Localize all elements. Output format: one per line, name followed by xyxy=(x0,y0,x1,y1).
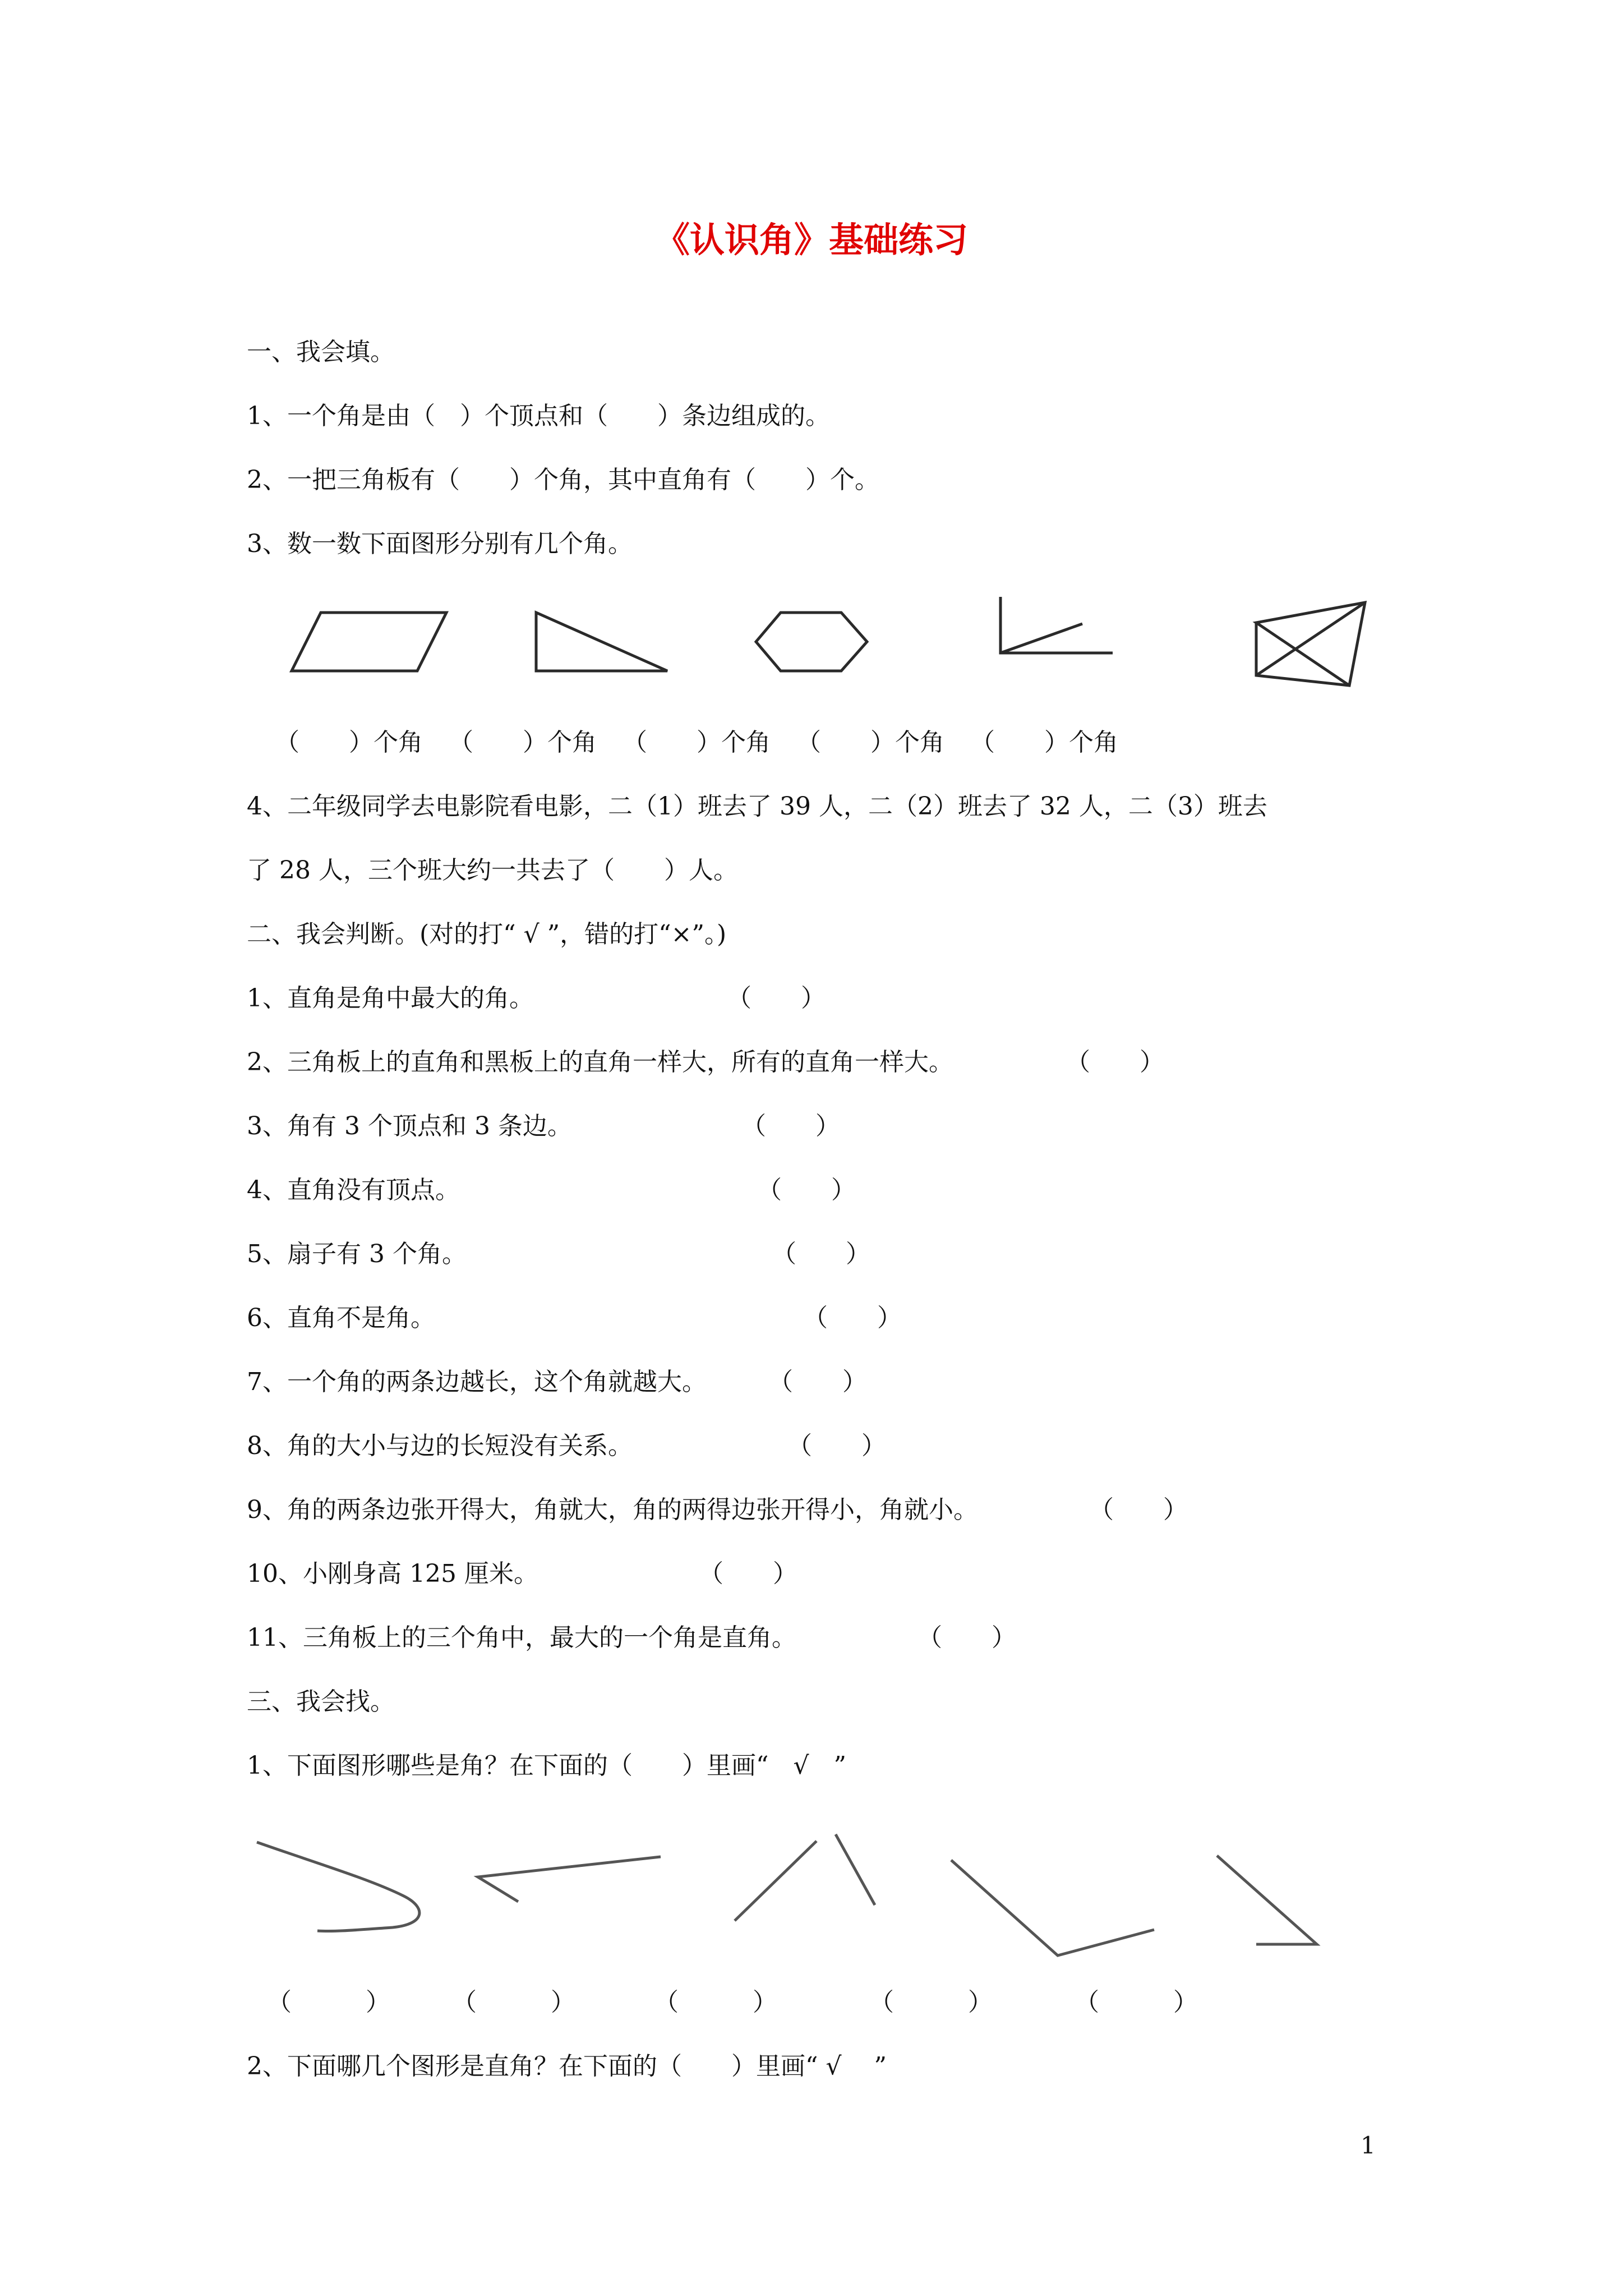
shape-blank-1[interactable]: （ ）个角 xyxy=(275,728,423,757)
question-3-1: 1、下面图形哪些是角？在下面的（ ）里画“ √ ” xyxy=(247,1751,847,1780)
judge-answer-10[interactable]: （ ） xyxy=(699,1559,797,1588)
curve-figure xyxy=(257,1842,419,1931)
shape-blank-4[interactable]: （ ）个角 xyxy=(796,728,944,757)
angle-figure-5 xyxy=(1217,1856,1317,1944)
judge-item-10: 10、小刚身高 125 厘米。 xyxy=(247,1559,538,1588)
section-heading-judge: 二、我会判断。(对的打“ √ ”，错的打“×”。) xyxy=(247,920,727,949)
judge-item-5: 5、扇子有 3 个角。 xyxy=(247,1240,467,1268)
section-heading-fill: 一、我会填。 xyxy=(247,338,395,366)
angle-blank-4[interactable]: （ ） xyxy=(869,1988,993,2017)
judge-answer-8[interactable]: （ ） xyxy=(787,1432,886,1460)
judge-answer-3[interactable]: （ ） xyxy=(741,1112,840,1140)
page-number: 1 xyxy=(1361,2132,1376,2159)
question-1-3: 3、数一数下面图形分别有几个角。 xyxy=(247,530,633,558)
page-title: 《认识角》基础练习 xyxy=(654,219,968,260)
hexagon-shape xyxy=(756,613,867,671)
judge-answer-9[interactable]: （ ） xyxy=(1089,1496,1188,1524)
judge-answer-11[interactable]: （ ） xyxy=(917,1623,1016,1652)
judge-item-6: 6、直角不是角。 xyxy=(247,1304,435,1332)
open-lines-b xyxy=(836,1834,875,1905)
judge-answer-6[interactable]: （ ） xyxy=(803,1304,902,1332)
judge-item-7: 7、一个角的两条边越长，这个角就越大。 xyxy=(247,1368,707,1396)
question-1-4-line2: 了 28 人，三个班大约一共去了（ ）人。 xyxy=(247,856,738,885)
question-1-4-line1: 4、二年级同学去电影院看电影，二（1）班去了 39 人，二（2）班去了 32 人，二（3）班去 xyxy=(247,792,1267,821)
section-heading-find: 三、我会找。 xyxy=(247,1687,395,1716)
shape-blank-5[interactable]: （ ）个角 xyxy=(970,728,1118,757)
question-3-2: 2、下面哪几个图形是直角？在下面的（ ）里画“ √ ” xyxy=(247,2052,887,2081)
shape-blank-3[interactable]: （ ）个角 xyxy=(623,728,771,757)
angle-figure-2 xyxy=(478,1857,661,1902)
shape-blank-2[interactable]: （ ）个角 xyxy=(449,728,597,757)
question-1-2: 2、一把三角板有（ ）个角，其中直角有（ ）个。 xyxy=(247,466,879,494)
angle-blank-5[interactable]: （ ） xyxy=(1075,1988,1198,2017)
judge-answer-7[interactable]: （ ） xyxy=(768,1368,867,1396)
angle-ray xyxy=(1000,624,1082,653)
judge-item-1: 1、直角是角中最大的角。 xyxy=(247,984,534,1013)
angle-blank-1[interactable]: （ ） xyxy=(267,1988,390,2017)
angle-blank-3[interactable]: （ ） xyxy=(654,1988,777,2017)
angle-blank-2[interactable]: （ ） xyxy=(452,1988,575,2017)
question-1-1: 1、一个角是由（ ）个顶点和（ ）条边组成的。 xyxy=(247,402,830,430)
judge-answer-1[interactable]: （ ） xyxy=(727,984,826,1013)
parallelogram-shape xyxy=(292,613,446,671)
judge-answer-4[interactable]: （ ） xyxy=(757,1176,856,1204)
judge-item-11: 11、三角板上的三个角中，最大的一个角是直角。 xyxy=(247,1623,796,1652)
judge-item-2: 2、三角板上的直角和黑板上的直角一样大，所有的直角一样大。 xyxy=(247,1048,953,1076)
judge-item-3: 3、角有 3 个顶点和 3 条边。 xyxy=(247,1112,572,1140)
judge-item-9: 9、角的两条边张开得大，角就大，角的两得边张开得小，角就小。 xyxy=(247,1496,978,1524)
judge-answer-5[interactable]: （ ） xyxy=(772,1240,870,1268)
judge-item-8: 8、角的大小与边的长短没有关系。 xyxy=(247,1432,633,1460)
angle-figure-4 xyxy=(951,1860,1154,1955)
angle-shape xyxy=(1000,597,1113,653)
judge-answer-2[interactable]: （ ） xyxy=(1066,1048,1164,1076)
open-lines-a xyxy=(735,1841,817,1921)
triangle-shape xyxy=(536,613,667,671)
judge-item-4: 4、直角没有顶点。 xyxy=(247,1176,460,1204)
